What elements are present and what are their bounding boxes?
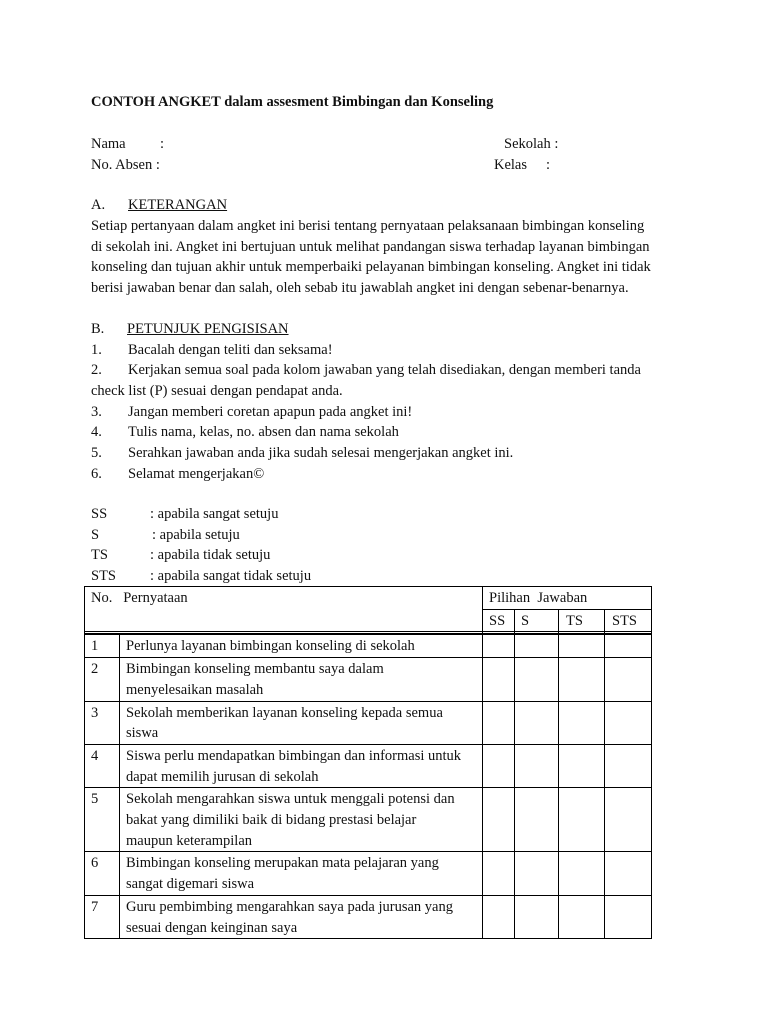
answer-cell-sts[interactable]: [605, 658, 652, 701]
legend-code: SS: [91, 506, 108, 522]
statement-line: siswa: [126, 725, 159, 742]
answer-cell-ts[interactable]: [559, 788, 605, 852]
instruction-number: 6.: [91, 466, 102, 482]
table-row: [85, 744, 652, 787]
answer-cell-s[interactable]: [515, 788, 559, 852]
legend-code: S: [91, 527, 100, 543]
answer-cell-ss[interactable]: [483, 744, 515, 787]
statement-line: Bimbingan konseling merupakan mata pelajaran yang: [126, 855, 439, 872]
row-statement: [120, 634, 483, 657]
statement-line: sesuai dengan keinginan saya: [126, 919, 298, 936]
statement-line: Sekolah mengarahkan siswa untuk menggali potensi dan: [126, 791, 455, 808]
instruction-text: Tulis nama, kelas, no. absen dan nama sekolah: [128, 424, 399, 440]
header-no: No.: [91, 590, 113, 606]
section-a-paragraph: [91, 216, 681, 299]
answer-cell-sts[interactable]: [605, 634, 652, 657]
row-number: 2: [85, 658, 120, 701]
nama-label: Nama: [91, 136, 126, 152]
header-ts: TS: [559, 609, 605, 632]
paragraph-line: berisi jawaban benar dan salah, oleh sebab itu jawablah angket ini dengan sebenar-benarnya.: [91, 280, 629, 297]
instruction-continuation: check list (P) sesuai dengan pendapat anda.: [91, 383, 343, 399]
statement-line: menyelesaikan masalah: [126, 681, 264, 698]
answer-cell-s[interactable]: [515, 658, 559, 701]
row-number: 5: [85, 788, 120, 852]
row-statement: [120, 658, 483, 701]
answer-cell-ss[interactable]: [483, 658, 515, 701]
survey-table: [84, 586, 652, 939]
answer-cell-sts[interactable]: [605, 744, 652, 787]
section-a-letter: A.: [91, 197, 106, 213]
answer-cell-s[interactable]: [515, 895, 559, 938]
answer-cell-s[interactable]: [515, 634, 559, 657]
instruction-number: 5.: [91, 445, 102, 461]
paragraph-line: Setiap pertanyaan dalam angket ini berisi tentang pernyataan pelaksanaan bimbingan konseling: [91, 218, 645, 234]
answer-cell-ts[interactable]: [559, 634, 605, 657]
paragraph-line: konseling dan tujuan akhir untuk memperbaiki pelayanan bimbingan konseling. Angket ini tidak: [91, 259, 651, 276]
instruction-text: Bacalah dengan teliti dan seksama!: [128, 342, 333, 358]
legend-desc: : apabila tidak setuju: [150, 547, 271, 563]
row-statement: [120, 788, 483, 852]
answer-cell-ss[interactable]: [483, 701, 515, 744]
instruction-number: 4.: [91, 424, 102, 440]
answer-cell-s[interactable]: [515, 744, 559, 787]
answer-cell-ts[interactable]: [559, 658, 605, 701]
statement-line: sangat digemari siswa: [126, 876, 255, 893]
paragraph-line: di sekolah ini. Angket ini bertujuan untuk melihat pandangan siswa terhadap layanan bimbingan: [91, 238, 650, 255]
instruction-text: Serahkan jawaban anda jika sudah selesai mengerjakan angket ini.: [128, 445, 514, 461]
legend-code: STS: [91, 568, 116, 584]
answer-cell-sts[interactable]: [605, 701, 652, 744]
header-statement: Pernyataan: [123, 590, 188, 606]
answer-cell-ss[interactable]: [483, 634, 515, 657]
table-header-row: [85, 587, 652, 610]
statement-line: Guru pembimbing mengarahkan saya pada jurusan yang: [126, 898, 453, 915]
row-statement: [120, 701, 483, 744]
row-number: 1: [85, 634, 120, 657]
statement-line: Bimbingan konseling membantu saya dalam: [126, 661, 384, 678]
header-answer-options: Pilihan Jawaban: [483, 587, 652, 610]
legend-desc: : apabila setuju: [152, 527, 240, 543]
absen-label: No. Absen :: [91, 157, 160, 173]
document-title: CONTOH ANGKET dalam assesment Bimbingan dan Konseling: [91, 94, 494, 110]
answer-cell-sts[interactable]: [605, 895, 652, 938]
answer-cell-ts[interactable]: [559, 744, 605, 787]
instruction-number: 2.: [91, 362, 102, 378]
statement-line: maupun keterampilan: [126, 832, 253, 849]
sekolah-label: Sekolah :: [504, 136, 559, 152]
statement-line: dapat memilih jurusan di sekolah: [126, 768, 319, 785]
instruction-number: 3.: [91, 404, 102, 420]
kelas-colon: :: [546, 157, 551, 173]
section-a-heading: KETERANGAN: [128, 197, 228, 213]
answer-cell-ss[interactable]: [483, 852, 515, 895]
legend-code: TS: [91, 547, 108, 563]
answer-cell-sts[interactable]: [605, 852, 652, 895]
instruction-text: Kerjakan semua soal pada kolom jawaban yang telah disediakan, dengan memberi tanda: [128, 362, 641, 378]
row-number: 6: [85, 852, 120, 895]
table-row: [85, 701, 652, 744]
answer-cell-s[interactable]: [515, 852, 559, 895]
header-s: S: [515, 609, 559, 632]
answer-cell-ts[interactable]: [559, 852, 605, 895]
header-sts: STS: [605, 609, 652, 632]
row-number: 3: [85, 701, 120, 744]
nama-colon: :: [160, 136, 165, 152]
instruction-text: Jangan memberi coretan apapun pada angket ini!: [128, 404, 413, 420]
answer-cell-ts[interactable]: [559, 701, 605, 744]
header-ss: SS: [483, 609, 515, 632]
answer-cell-sts[interactable]: [605, 788, 652, 852]
answer-cell-ss[interactable]: [483, 895, 515, 938]
row-statement: [120, 895, 483, 938]
kelas-label: Kelas: [494, 157, 528, 173]
instruction-number: 1.: [91, 342, 102, 358]
row-number: 7: [85, 895, 120, 938]
row-statement: [120, 852, 483, 895]
table-row: [85, 658, 652, 701]
instruction-text: Selamat mengerjakan©: [128, 466, 265, 482]
table-row: [85, 852, 652, 895]
statement-line: Perlunya layanan bimbingan konseling di sekolah: [126, 638, 415, 655]
section-b-letter: B.: [91, 321, 105, 337]
header-no-statement: [85, 587, 483, 632]
section-b-heading: PETUNJUK PENGISISAN: [127, 321, 289, 337]
answer-cell-ts[interactable]: [559, 895, 605, 938]
statement-line: bakat yang dimiliki baik di bidang prestasi belajar: [126, 812, 417, 829]
legend-desc: : apabila sangat setuju: [150, 506, 279, 522]
statement-line: Sekolah memberikan layanan konseling kepada semua: [126, 704, 443, 721]
table-row: [85, 634, 652, 657]
table-row: [85, 788, 652, 852]
answer-cell-s[interactable]: [515, 701, 559, 744]
legend-desc: : apabila sangat tidak setuju: [150, 568, 312, 584]
table-row: [85, 895, 652, 938]
row-statement: [120, 744, 483, 787]
statement-line: Siswa perlu mendapatkan bimbingan dan informasi untuk: [126, 747, 462, 764]
row-number: 4: [85, 744, 120, 787]
answer-cell-ss[interactable]: [483, 788, 515, 852]
